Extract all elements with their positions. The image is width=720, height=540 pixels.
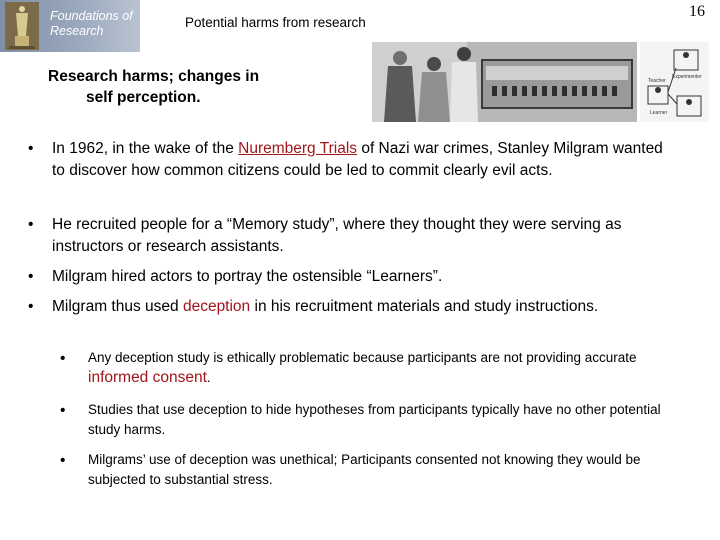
bullet-text-segment: Milgram thus used — [52, 298, 183, 315]
bullet-icon: • — [28, 140, 34, 157]
sub-bullet-text: Milgrams’ use of deception was unethical; Participants consented not knowing they would be subjected to substantial stress. — [88, 452, 641, 487]
sub-list-item — [28, 348, 688, 388]
photo-label-3: Experimenter — [672, 74, 702, 80]
sub-bullet-text: Studies that use deception to hide hypotheses from participants typically have no other potential study harms. — [88, 402, 661, 437]
course-title-line2: Research — [50, 24, 104, 38]
bullet-text-segment: Any deception study is ethically problematic because participants are not providing accurate — [88, 350, 637, 365]
header-band — [0, 0, 140, 52]
milgram-experiment-photo — [372, 42, 709, 122]
bullet-icon: • — [60, 350, 66, 367]
deception-highlight: deception — [182, 298, 251, 315]
photo-label-2: Learner — [650, 110, 668, 116]
informed-consent-highlight: informed consent — [88, 369, 207, 386]
slide-topic: Potential harms from research — [185, 15, 366, 30]
sub-list-item — [28, 450, 688, 490]
logo — [5, 2, 39, 50]
list-item — [28, 138, 678, 182]
bullet-icon: • — [28, 216, 34, 233]
bullet-icon: • — [60, 452, 66, 469]
bullet-text — [52, 296, 598, 318]
bullet-icon: • — [28, 268, 34, 285]
list-item — [28, 266, 442, 288]
slide-title — [48, 66, 348, 108]
bullet-icon: • — [60, 402, 66, 419]
bullet-text-segment: in his recruitment materials and study instructions. — [250, 298, 599, 315]
sub-bullet-text — [88, 348, 688, 388]
bullet-icon: • — [28, 298, 34, 315]
bullet-text: Milgram hired actors to portray the ostensible “Learners”. — [52, 268, 443, 285]
nuremberg-trials-link[interactable]: Nuremberg Trials — [238, 140, 358, 157]
slide-title-line1: Research harms; changes in — [48, 68, 260, 85]
course-title — [50, 9, 133, 39]
list-item — [28, 296, 598, 318]
bullet-text — [52, 138, 678, 182]
bullet-text-segment: In 1962, in the wake of the — [52, 140, 239, 157]
statue-logo-icon — [5, 2, 39, 50]
bullet-text: He recruited people for a “Memory study”, where they thought they were serving as instructors or research assistants. — [52, 216, 622, 255]
bullet-text-segment: . — [206, 370, 211, 385]
bullet-text-segment: of Nazi war crimes, Stanley Milgram wanted to discover how common citizens could be led to commit clearly evil acts. — [52, 140, 663, 179]
course-title-line1: Foundations of — [50, 9, 133, 23]
milgram-photo-image — [372, 42, 709, 122]
list-item — [28, 214, 678, 258]
slide-title-line2: self perception. — [86, 89, 201, 106]
sub-list-item — [28, 400, 688, 440]
page-number: 16 — [689, 3, 705, 20]
photo-label-1: Teacher — [648, 78, 666, 84]
